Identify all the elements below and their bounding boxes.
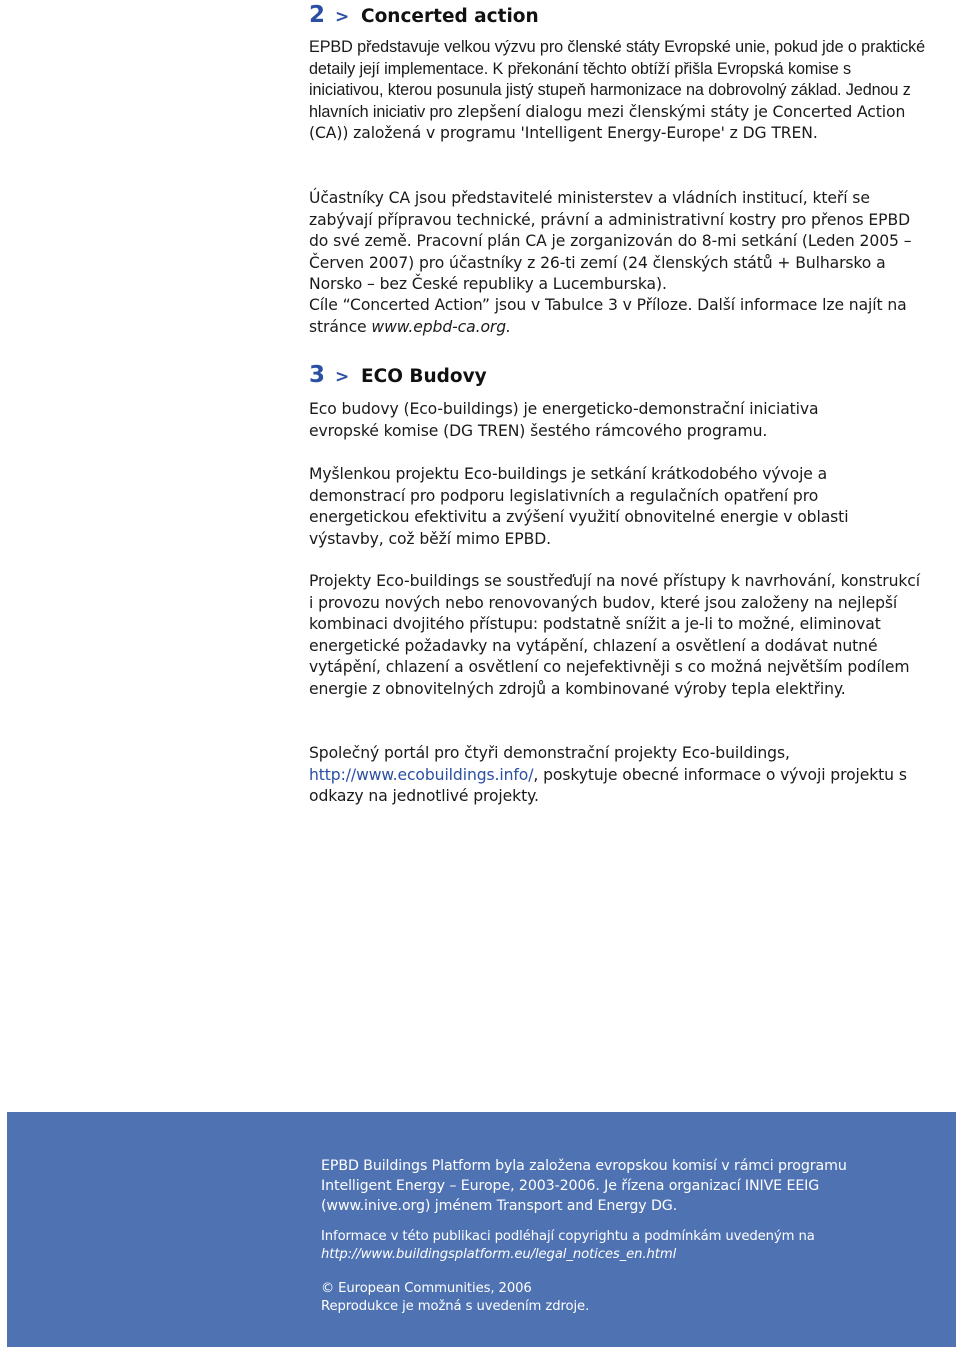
- section-3-arrow: >: [335, 367, 350, 387]
- section-2-number: 2: [309, 2, 326, 28]
- section-3-heading: [309, 362, 487, 388]
- section-3-paragraph-4-text-1: Společný portál pro čtyři demonstrační projekty Eco-buildings,: [309, 744, 790, 762]
- section-2-paragraph-2: Účastníky CA jsou představitelé ministerstev a vládních institucí, kteří se zabývají přípravou technické, právní a administrativní kostry pro přenos EPBD do své země. Pracovní plán CA je zorganizován do 8-mi setkání (Leden 2005 – Červen 2007) pro účastníky z 26-ti zemí (24 členských států + Bulharsko a Norsko – bez České republiky a Lucemburska).: [309, 189, 912, 294]
- footer-banner: [7, 1112, 956, 1347]
- section-2-paragraph-1-rest: zlepšení dialogu mezi členskými státy je Concerted Action (CA)) založená v programu 'Intelligent Energy-Europe' z DG TREN.: [309, 102, 906, 143]
- section-2-title: Concerted action: [361, 6, 539, 27]
- legal-notices-link[interactable]: http://www.buildingsplatform.eu/legal_notices_en.html: [321, 1246, 677, 1262]
- section-3-paragraph-4-text-2: , poskytuje obecné informace o vývoji projektu s odkazy na jednotlivé projekty.: [309, 765, 907, 806]
- footer-copyright-text: Informace v této publikaci podléhají copyrightu a podmínkám uvedeným na: [321, 1229, 815, 1244]
- section-3-number: 3: [309, 362, 326, 388]
- section-3-paragraph-4: [309, 743, 909, 808]
- footer-reproduction-line: Reprodukce je možná s uvedením zdroje.: [321, 1298, 590, 1314]
- section-2-paragraph-3: [309, 295, 919, 338]
- footer-paragraph-1: EPBD Buildings Platform byla založena evropskou komisí v rámci programu Intelligent Energy – Europe, 2003-2006. Je řízena organizací INIVE EEIG (www.inive.org) jménem Transport and Energy DG.: [321, 1158, 847, 1214]
- section-2-paragraph-1-arial: EPBD představuje velkou výzvu pro členské státy Evropské unie, pokud jde o praktické detaily její implementace. K překonání těchto obtíží přišla Evropská komise s iniciativou, kterou posunula jistý stupeň harmonizace na dobrovolný základ. Jednou z hlavních iniciativ pro: [309, 38, 926, 121]
- footer-paragraph-3: [321, 1280, 931, 1315]
- epbd-ca-link[interactable]: www.epbd-ca.org.: [371, 317, 511, 336]
- section-2-arrow: >: [335, 7, 350, 27]
- ecobuildings-link[interactable]: http://www.ecobuildings.info/: [309, 765, 534, 784]
- section-3-paragraph-1: Eco budovy (Eco-buildings) je energeticko-demonstrační iniciativa evropské komise (DG TREN) šestého rámcového programu.: [309, 400, 819, 440]
- section-2-paragraph-3-text: Cíle “Concerted Action” jsou v Tabulce 3 v Příloze. Další informace lze najít na stránce: [309, 296, 907, 336]
- section-2-heading: [309, 2, 539, 28]
- footer-copyright-line: © European Communities, 2006: [321, 1281, 532, 1296]
- section-3-paragraph-2: Myšlenkou projektu Eco-buildings je setkání krátkodobého vývoje a demonstrací pro podporu legislativních a regulačních opatření pro energetickou efektivitu a zvýšení využití obnovitelné energie v oblasti výstavby, což běží mimo EPBD.: [309, 465, 849, 548]
- section-3-title: ECO Budovy: [361, 366, 487, 387]
- section-3-paragraph-3: Projekty Eco-buildings se soustřeďují na nové přístupy k navrhování, konstrukcí i provozu nových nebo renovovaných budov, které jsou založeny na nejlepší kombinaci dvojitého přístupu: podstatně snížit a je-li to možné, eliminovat energetické požadavky na vytápění, chlazení a osvětlení a dodávat nutné vytápění, chlazení a osvětlení co nejefektivněji s co možná největším podílem energie z obnovitelných zdrojů a kombinované výroby tepla elektřiny.: [309, 572, 920, 698]
- footer-content: [321, 1156, 931, 1315]
- footer-paragraph-2: [321, 1228, 931, 1263]
- section-2-paragraph-1: [309, 37, 929, 145]
